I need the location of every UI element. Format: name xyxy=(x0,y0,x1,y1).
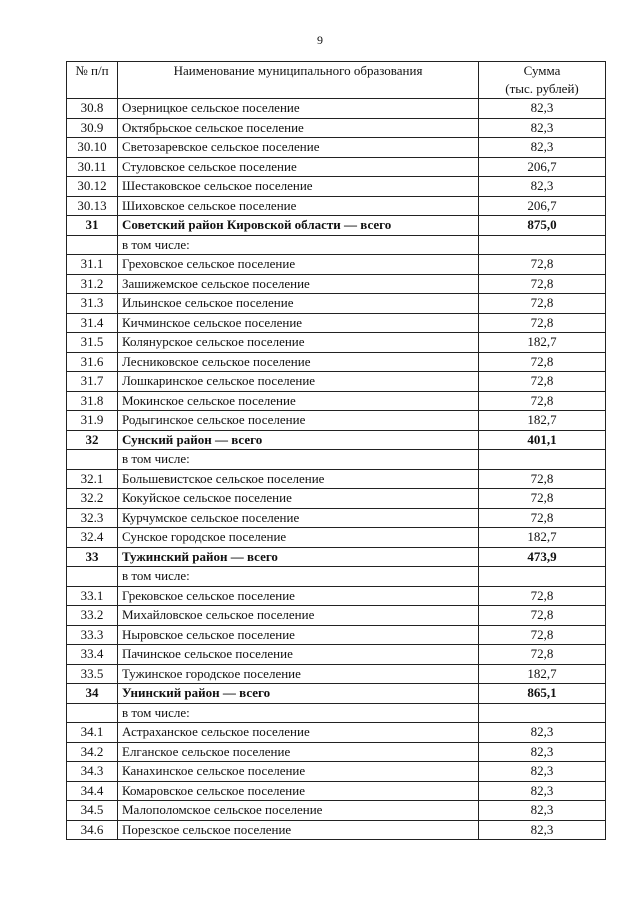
row-name: Колянурское сельское поселение xyxy=(118,333,479,353)
table-row xyxy=(67,703,606,723)
row-name: Стуловское сельское поселение xyxy=(118,157,479,177)
row-number: 33.5 xyxy=(67,664,118,684)
table-row xyxy=(67,469,606,489)
row-sum: 72,8 xyxy=(479,274,606,294)
table-row xyxy=(67,157,606,177)
row-name: в том числе: xyxy=(118,567,479,587)
row-name: Кичминское сельское поселение xyxy=(118,313,479,333)
row-name: Родыгинское сельское поселение xyxy=(118,411,479,431)
row-number: 30.12 xyxy=(67,177,118,197)
row-number: 31.9 xyxy=(67,411,118,431)
row-name: Елганское сельское поселение xyxy=(118,742,479,762)
row-number: 31 xyxy=(67,216,118,236)
page-number: 9 xyxy=(317,33,323,47)
row-name: Лошкаринское сельское поселение xyxy=(118,372,479,392)
row-name: Ныровское сельское поселение xyxy=(118,625,479,645)
row-number: 32.3 xyxy=(67,508,118,528)
row-number: 33 xyxy=(67,547,118,567)
row-name: Курчумское сельское поселение xyxy=(118,508,479,528)
table-row xyxy=(67,645,606,665)
row-name: Советский район Кировской области — всего xyxy=(118,216,479,236)
row-number xyxy=(67,235,118,255)
row-number: 32.1 xyxy=(67,469,118,489)
table-row xyxy=(67,762,606,782)
row-name: Греховское сельское поселение xyxy=(118,255,479,275)
row-sum: 72,8 xyxy=(479,294,606,314)
row-name: Грековское сельское поселение xyxy=(118,586,479,606)
row-number: 33.3 xyxy=(67,625,118,645)
row-name: Шестаковское сельское поселение xyxy=(118,177,479,197)
row-number: 34 xyxy=(67,684,118,704)
row-name: в том числе: xyxy=(118,450,479,470)
row-sum: 72,8 xyxy=(479,489,606,509)
row-number: 34.2 xyxy=(67,742,118,762)
table-row xyxy=(67,625,606,645)
table-row xyxy=(67,606,606,626)
row-name: Шиховское сельское поселение xyxy=(118,196,479,216)
header-sum-title: Сумма xyxy=(523,63,561,78)
row-number: 31.8 xyxy=(67,391,118,411)
row-number xyxy=(67,567,118,587)
row-sum: 82,3 xyxy=(479,138,606,158)
row-number xyxy=(67,703,118,723)
row-number: 32.4 xyxy=(67,528,118,548)
table-row-district-total xyxy=(67,684,606,704)
table-row xyxy=(67,820,606,840)
row-sum xyxy=(479,567,606,587)
table-row xyxy=(67,528,606,548)
table-row xyxy=(67,586,606,606)
row-name: Сунский район — всего xyxy=(118,430,479,450)
row-name: Астраханское сельское поселение xyxy=(118,723,479,743)
row-sum: 72,8 xyxy=(479,625,606,645)
table-row xyxy=(67,489,606,509)
table-row xyxy=(67,235,606,255)
row-number: 34.1 xyxy=(67,723,118,743)
row-sum: 206,7 xyxy=(479,196,606,216)
row-sum: 82,3 xyxy=(479,801,606,821)
table-row xyxy=(67,781,606,801)
row-sum: 82,3 xyxy=(479,118,606,138)
row-sum: 82,3 xyxy=(479,177,606,197)
row-sum: 401,1 xyxy=(479,430,606,450)
row-sum: 82,3 xyxy=(479,742,606,762)
row-number: 32.2 xyxy=(67,489,118,509)
row-name: Михайловское сельское поселение xyxy=(118,606,479,626)
row-name: Кокуйское сельское поселение xyxy=(118,489,479,509)
row-name: Октябрьское сельское поселение xyxy=(118,118,479,138)
row-name: Канахинское сельское поселение xyxy=(118,762,479,782)
table-row xyxy=(67,508,606,528)
table-row xyxy=(67,450,606,470)
row-number: 33.2 xyxy=(67,606,118,626)
row-sum: 72,8 xyxy=(479,508,606,528)
row-name: в том числе: xyxy=(118,703,479,723)
header-number: № п/п xyxy=(67,62,118,99)
row-name: Пачинское сельское поселение xyxy=(118,645,479,665)
table-row-district-total xyxy=(67,547,606,567)
row-sum xyxy=(479,703,606,723)
table-row xyxy=(67,664,606,684)
row-sum: 72,8 xyxy=(479,645,606,665)
row-name: Лесниковское сельское поселение xyxy=(118,352,479,372)
table-row xyxy=(67,196,606,216)
row-sum: 182,7 xyxy=(479,333,606,353)
row-number: 31.4 xyxy=(67,313,118,333)
row-number: 31.3 xyxy=(67,294,118,314)
row-number: 31.6 xyxy=(67,352,118,372)
row-number xyxy=(67,450,118,470)
row-name: Тужинский район — всего xyxy=(118,547,479,567)
row-name: Унинский район — всего xyxy=(118,684,479,704)
row-name: Большевистское сельское поселение xyxy=(118,469,479,489)
table-row xyxy=(67,567,606,587)
header-sum xyxy=(479,62,606,99)
row-name: Малополомское сельское поселение xyxy=(118,801,479,821)
row-sum: 72,8 xyxy=(479,606,606,626)
row-number: 30.11 xyxy=(67,157,118,177)
row-name: Сунское городское поселение xyxy=(118,528,479,548)
row-number: 33.1 xyxy=(67,586,118,606)
table-row xyxy=(67,118,606,138)
row-sum: 865,1 xyxy=(479,684,606,704)
row-sum: 72,8 xyxy=(479,469,606,489)
row-number: 31.5 xyxy=(67,333,118,353)
row-sum: 72,8 xyxy=(479,255,606,275)
row-sum: 82,3 xyxy=(479,820,606,840)
row-sum: 72,8 xyxy=(479,313,606,333)
row-number: 34.5 xyxy=(67,801,118,821)
row-name: в том числе: xyxy=(118,235,479,255)
table-row xyxy=(67,294,606,314)
row-sum: 82,3 xyxy=(479,762,606,782)
table-row xyxy=(67,313,606,333)
row-number: 30.10 xyxy=(67,138,118,158)
row-sum: 182,7 xyxy=(479,411,606,431)
row-number: 30.13 xyxy=(67,196,118,216)
row-sum: 182,7 xyxy=(479,664,606,684)
table-row-district-total xyxy=(67,216,606,236)
row-number: 31.2 xyxy=(67,274,118,294)
row-sum: 182,7 xyxy=(479,528,606,548)
header-row xyxy=(67,62,606,99)
row-name: Зашижемское сельское поселение xyxy=(118,274,479,294)
row-name: Ильинское сельское поселение xyxy=(118,294,479,314)
row-name: Мокинское сельское поселение xyxy=(118,391,479,411)
row-sum: 72,8 xyxy=(479,391,606,411)
table-body xyxy=(67,99,606,840)
table-row xyxy=(67,742,606,762)
row-number: 31.1 xyxy=(67,255,118,275)
row-number: 34.3 xyxy=(67,762,118,782)
table-row xyxy=(67,138,606,158)
table-header xyxy=(67,62,606,99)
row-sum: 206,7 xyxy=(479,157,606,177)
header-sum-unit: (тыс. рублей) xyxy=(505,81,579,96)
allocation-table xyxy=(66,61,606,840)
row-name: Светозаревское сельское поселение xyxy=(118,138,479,158)
table-row xyxy=(67,723,606,743)
row-sum: 473,9 xyxy=(479,547,606,567)
row-name: Тужинское городское поселение xyxy=(118,664,479,684)
table-row xyxy=(67,333,606,353)
row-number: 32 xyxy=(67,430,118,450)
table-row xyxy=(67,99,606,119)
row-sum xyxy=(479,450,606,470)
table-row xyxy=(67,391,606,411)
row-sum: 72,8 xyxy=(479,352,606,372)
row-sum: 72,8 xyxy=(479,586,606,606)
table-row-district-total xyxy=(67,430,606,450)
table-row xyxy=(67,801,606,821)
table-row xyxy=(67,274,606,294)
row-sum: 72,8 xyxy=(479,372,606,392)
row-number: 34.4 xyxy=(67,781,118,801)
row-number: 34.6 xyxy=(67,820,118,840)
header-name: Наименование муниципального образования xyxy=(118,62,479,99)
row-sum: 82,3 xyxy=(479,723,606,743)
table-row xyxy=(67,352,606,372)
row-sum: 82,3 xyxy=(479,781,606,801)
row-number: 33.4 xyxy=(67,645,118,665)
table-row xyxy=(67,177,606,197)
row-number: 30.9 xyxy=(67,118,118,138)
row-name: Порезское сельское поселение xyxy=(118,820,479,840)
table-row xyxy=(67,372,606,392)
table-row xyxy=(67,411,606,431)
row-number: 31.7 xyxy=(67,372,118,392)
row-sum: 875,0 xyxy=(479,216,606,236)
row-name: Комаровское сельское поселение xyxy=(118,781,479,801)
row-number: 30.8 xyxy=(67,99,118,119)
table-row xyxy=(67,255,606,275)
row-name: Озерницкое сельское поселение xyxy=(118,99,479,119)
row-sum: 82,3 xyxy=(479,99,606,119)
row-sum xyxy=(479,235,606,255)
